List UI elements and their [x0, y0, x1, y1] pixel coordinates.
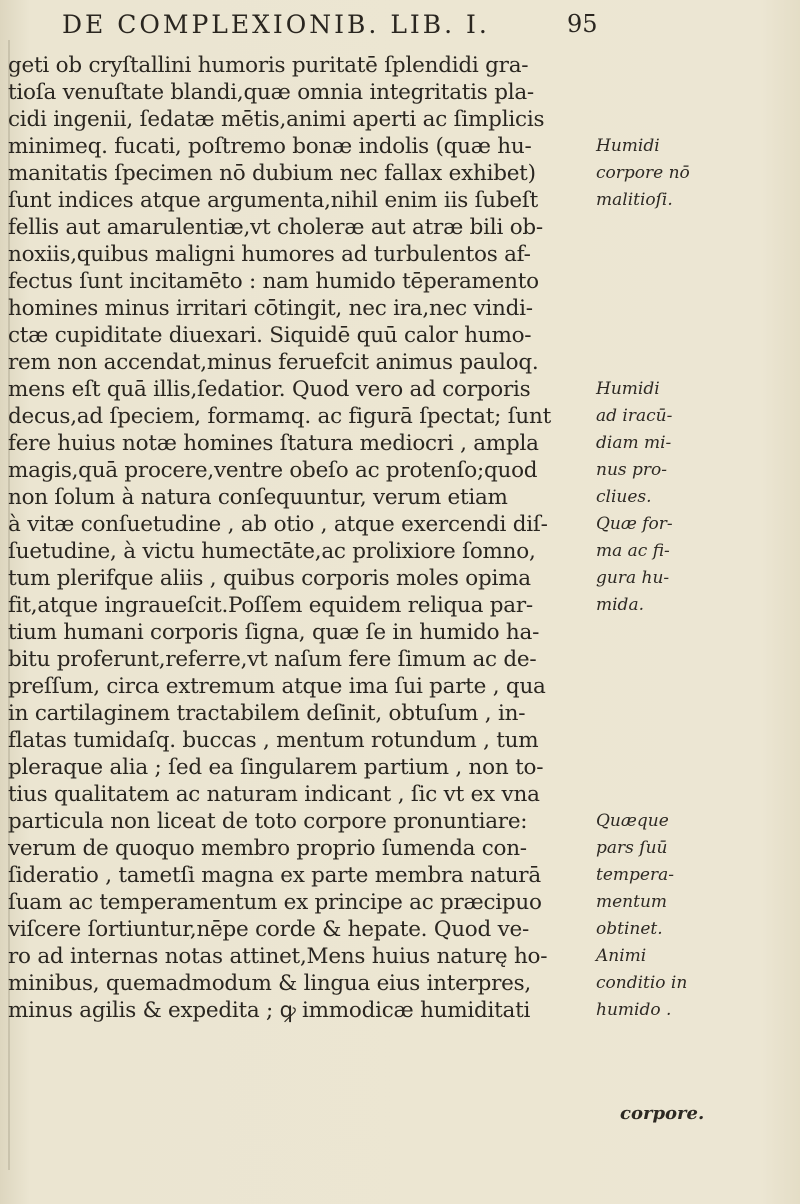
text-line: tum plerifque aliis , quibus corporis moles opima	[8, 566, 531, 591]
margin-note: Quæ for-	[596, 514, 673, 534]
margin-note: Quæque	[596, 811, 669, 831]
text-line: ro ad internas notas attinet,Mens huius naturę ho-	[8, 944, 548, 969]
margin-note: ad iracū-	[596, 406, 673, 426]
margin-note: mentum	[596, 892, 668, 912]
text-line: minimeq. fucati, poſtremo bonæ indolis (quæ hu-	[8, 134, 532, 159]
margin-note: gura hu-	[596, 568, 670, 588]
text-line: fellis aut amarulentiæ,vt choleræ aut atræ bili ob-	[8, 215, 543, 240]
text-line: cidi ingenii, ſedatæ mētis,animi aperti ac ſimplicis	[8, 107, 545, 132]
margin-note: nus pro-	[596, 460, 668, 480]
margin-note: conditio in	[596, 973, 688, 993]
text-line: mens eſt quā illis,ſedatior. Quod vero ad corporis	[8, 377, 531, 402]
text-line: ctæ cupiditate diuexari. Siquidē quū calor humo-	[8, 323, 532, 348]
margin-note: Animi	[596, 946, 647, 966]
text-line: flatas tumidaſq. buccas , mentum rotundum , tum	[8, 728, 539, 753]
margin-note: Humidi	[596, 136, 660, 156]
text-line: ſuam ac temperamentum ex principe ac præcipuo	[8, 890, 542, 915]
main-text-block	[8, 52, 608, 1024]
margin-note: humido .	[596, 1000, 672, 1020]
text-line: tioſa venuſtate blandi,quæ omnia integritatis pla-	[8, 80, 534, 105]
margin-note: mida.	[596, 595, 644, 615]
text-line: viſcere ſortiuntur,nēpe corde & hepate. Quod ve-	[8, 917, 529, 942]
running-head	[62, 10, 622, 50]
margin-note: cliues.	[596, 487, 652, 507]
text-line: fere huius notæ homines ſtatura mediocri , ampla	[8, 431, 539, 456]
text-line: rem non accendat,minus feruefcit animus pauloq.	[8, 350, 539, 375]
text-line: decus,ad ſpeciem, formamq. ac figurā ſpectat; ſunt	[8, 404, 552, 429]
margin-note: ma ac fi-	[596, 541, 670, 561]
text-line: minibus, quemadmodum & lingua eius interpres,	[8, 971, 531, 996]
margin-note: obtinet.	[596, 919, 663, 939]
text-line: non ſolum à natura conſequuntur, verum etiam	[8, 485, 508, 510]
margin-note: Humidi	[596, 379, 660, 399]
text-line: verum de quoquo membro proprio ſumenda con-	[8, 836, 527, 861]
text-line: fectus ſunt incitamēto : nam humido tēperamento	[8, 269, 539, 294]
text-line: ſunt indices atque argumenta,nihil enim iis ſubeſt	[8, 188, 539, 213]
text-line: minus agilis & expedita ; ꝙ immodicæ humiditati	[8, 998, 531, 1023]
text-line: bitu proferunt,referre,vt naſum fere ſimum ac de-	[8, 647, 537, 672]
text-line: pleraque alia ; ſed ea ſingularem partium , non to-	[8, 755, 544, 780]
text-line: ſideratio , tametſi magna ex parte membra naturā	[8, 863, 541, 888]
text-line: noxiis,quibus maligni humores ad turbulentos af-	[8, 242, 531, 267]
text-line: ſuetudine, à victu humectāte,ac prolixiore ſomno,	[8, 539, 536, 564]
text-line: magis,quā procere,ventre obeſo ac protenſo;quod	[8, 458, 538, 483]
margin-note: pars ſuū	[596, 838, 668, 858]
running-head-title: DE COMPLEXIONIB. LIB. I.	[62, 10, 490, 39]
text-line: in cartilaginem tractabilem deſinit, obtuſum , in-	[8, 701, 526, 726]
text-line: geti ob cryſtallini humoris puritatē ſplendidi gra-	[8, 53, 529, 78]
text-line: fit,atque ingraueſcit.Poſſem equidem reliqua par-	[8, 593, 533, 618]
margin-note: corpore nō	[596, 163, 690, 183]
text-line: particula non liceat de toto corpore pronuntiare:	[8, 809, 528, 834]
margin-note: diam mi-	[596, 433, 672, 453]
text-line: homines minus irritari cōtingit, nec ira,nec vindi-	[8, 296, 533, 321]
text-line: manitatis ſpecimen nō dubium nec fallax exhibet)	[8, 161, 536, 186]
text-line: tius qualitatem ac naturam indicant , ſic vt ex vna	[8, 782, 540, 807]
margin-note: malitioſi.	[596, 190, 673, 210]
catchword: corpore.	[620, 1103, 705, 1124]
text-line: preſſum, circa extremum atque ima ſui parte , qua	[8, 674, 546, 699]
text-line: à vitæ conſuetudine , ab otio , atque exercendi diſ-	[8, 512, 548, 537]
margin-note: tempera-	[596, 865, 674, 885]
text-line: tium humani corporis ſigna, quæ ſe in humido ha-	[8, 620, 540, 645]
page-number: 95	[567, 10, 598, 38]
